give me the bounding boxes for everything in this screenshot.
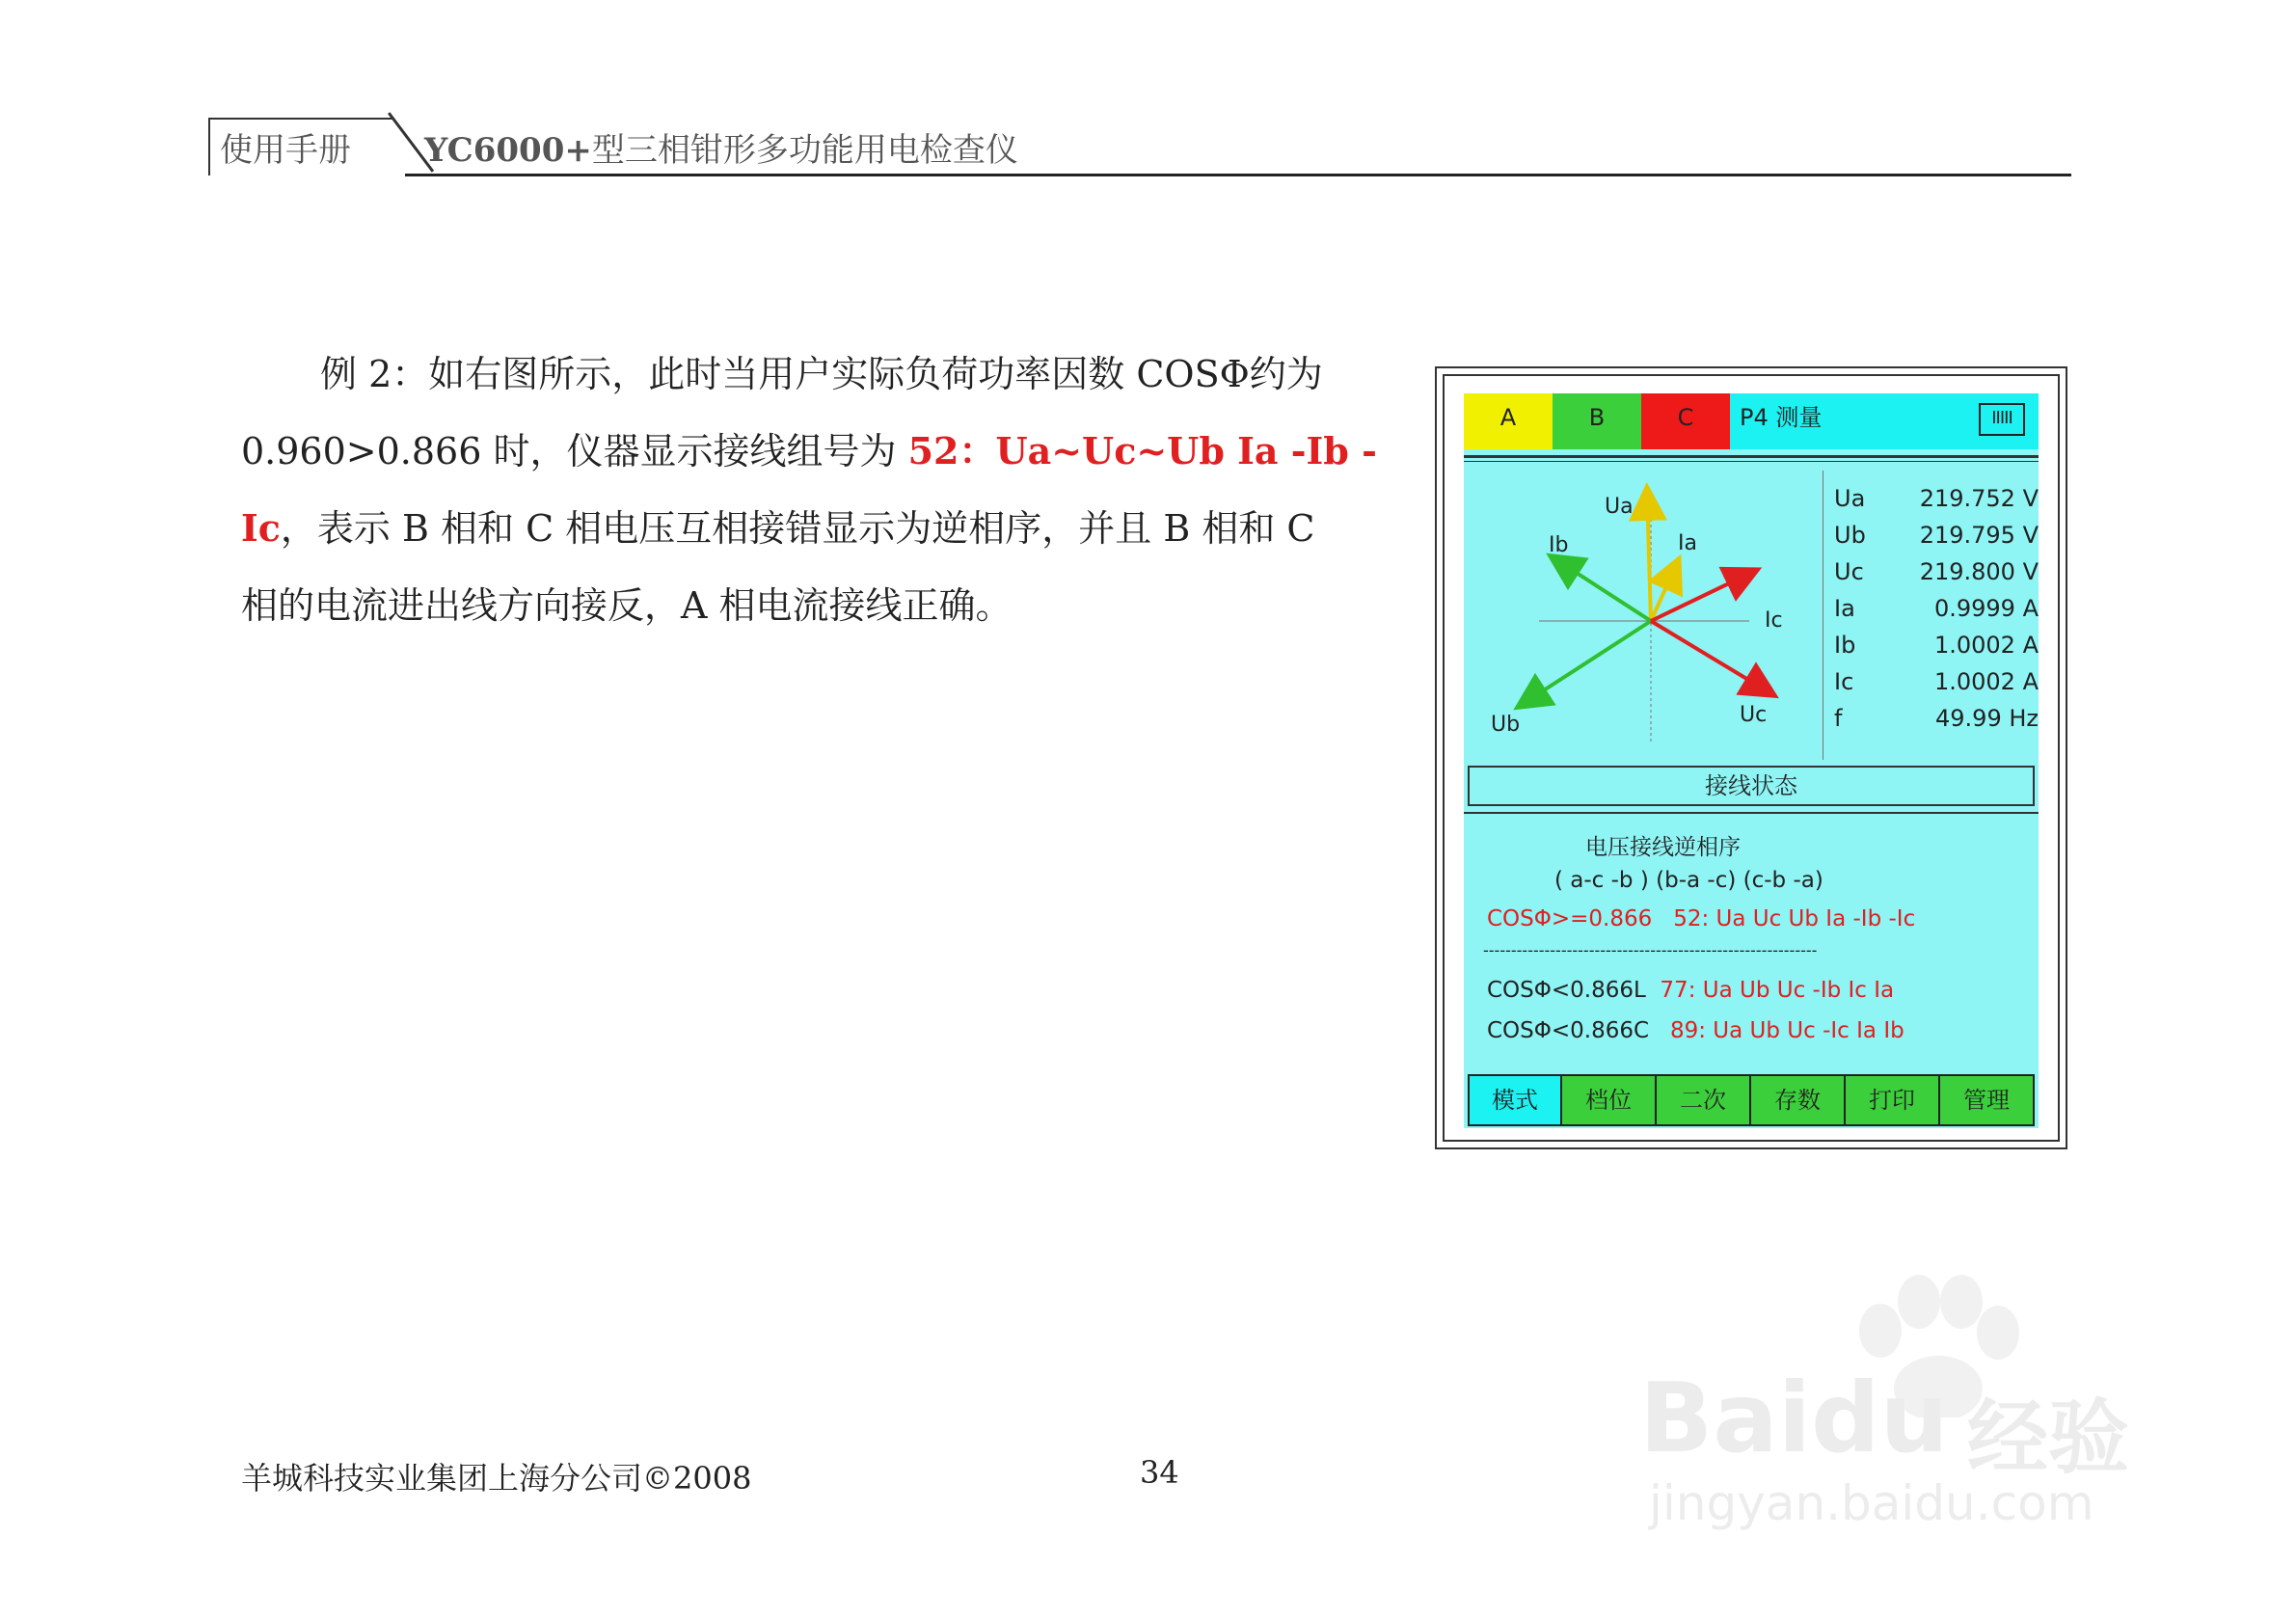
status-row-1-left: COSΦ>=0.866: [1487, 906, 1653, 931]
para-line-2: [241, 413, 1418, 490]
header-title: [424, 123, 1018, 171]
measurement-value: 1.0002 A: [1933, 632, 2039, 659]
footer-company: 羊城科技实业集团上海分公司©2008: [241, 1460, 752, 1497]
measurement-row: [1834, 590, 2039, 627]
status-heading: 电压接线逆相序: [1585, 835, 1741, 860]
phasor-diagram: [1464, 463, 1823, 766]
status-row-2-left: COSΦ<0.866L: [1487, 978, 1646, 1003]
wiring-state-bar: 接线状态: [1468, 766, 2035, 806]
measurement-label: Ic: [1834, 668, 1854, 695]
measurement-label: Uc: [1834, 558, 1864, 585]
watermark-brand: Baidu: [1639, 1362, 1949, 1474]
measurement-value: 1.0002 A: [1933, 668, 2039, 695]
fkey-range[interactable]: 档位: [1562, 1074, 1657, 1126]
measurement-row: [1834, 663, 2039, 700]
fkey-mode[interactable]: 模式: [1468, 1074, 1562, 1126]
watermark-brand-cn: 经验: [1967, 1390, 2130, 1485]
measurement-label: Ib: [1834, 632, 1856, 659]
top-divider: [1464, 455, 2039, 458]
label-uc: Uc: [1740, 703, 1768, 727]
measurement-row: [1834, 553, 2039, 590]
status-divider: ------------------------------------------------------------: [1483, 941, 1818, 959]
header-title-model: YC6000+: [424, 131, 592, 170]
fkey-manage[interactable]: 管理: [1940, 1074, 2035, 1126]
label-ic: Ic: [1765, 608, 1783, 633]
status-row-3-right: 89: Ua Ub Uc -Ic Ia Ib: [1669, 1018, 1904, 1043]
header-rule: [405, 174, 2071, 176]
status-row-3: [1487, 1018, 1904, 1043]
tab-phase-b[interactable]: B: [1553, 393, 1641, 449]
label-ub: Ub: [1491, 713, 1521, 737]
measurement-label: f: [1834, 705, 1843, 732]
phasor-ib: [1553, 557, 1651, 621]
measurement-list: [1834, 480, 2039, 737]
measurement-value: 49.99 Hz: [1935, 705, 2039, 732]
wiring-code-highlight-end: Ic: [241, 506, 281, 550]
status-row-2-right: 77: Ua Ub Uc -Ib Ic Ia: [1660, 978, 1895, 1003]
label-ua: Ua: [1605, 495, 1634, 519]
measurement-value: 219.795 V: [1919, 522, 2039, 549]
screen-title-text: P4 测量: [1740, 404, 1823, 431]
label-ib: Ib: [1549, 533, 1569, 557]
status-row-3-left: COSΦ<0.866C: [1487, 1018, 1650, 1043]
status-row-1-right: 52: Ua Uc Ub Ia -Ib -Ic: [1673, 906, 1916, 931]
status-row-2: [1487, 978, 1894, 1003]
tab-phase-a[interactable]: A: [1464, 393, 1553, 449]
para-line-4: 相的电流进出线方向接反，A 相电流接线正确。: [241, 584, 1013, 627]
example-paragraph: [241, 336, 1418, 644]
measurement-label: Ua: [1834, 485, 1866, 512]
measurement-value: 219.752 V: [1919, 485, 2039, 512]
para-line-3: [241, 490, 1418, 567]
tab-phase-c[interactable]: C: [1641, 393, 1730, 449]
wiring-code-highlight: 52：Ua~Uc~Ub Ia -Ib -: [907, 429, 1377, 472]
page-number: 34: [1140, 1454, 1179, 1491]
measurement-row: [1834, 517, 2039, 553]
measurement-label: Ia: [1834, 595, 1855, 622]
screen-title: [1730, 393, 2039, 449]
measurement-value: 219.800 V: [1919, 558, 2039, 585]
function-key-bar: [1468, 1074, 2035, 1126]
para-line-2-text: 0.960>0.866 时，仪器显示接线组号为: [241, 430, 908, 472]
para-line-3-text: ，表示 B 相和 C 相电压互相接错显示为逆相序，并且 B 相和 C: [280, 507, 1315, 550]
phasor-ub: [1520, 621, 1651, 706]
fkey-print[interactable]: 打印: [1846, 1074, 1940, 1126]
battery-icon: IIIII: [1979, 403, 2025, 436]
measurement-row: [1834, 627, 2039, 663]
status-sequence: ( a-c -b ) (b-a -c) (c-b -a): [1554, 868, 1823, 893]
phasor-ic: [1651, 571, 1755, 621]
baidu-watermark: [1639, 1273, 2179, 1543]
measurement-row: [1834, 700, 2039, 737]
status-row-1: [1487, 906, 1915, 931]
measurement-value: 0.9999 A: [1933, 595, 2039, 622]
fkey-secondary[interactable]: 二次: [1657, 1074, 1751, 1126]
phasor-uc: [1651, 621, 1772, 694]
measurement-row: [1834, 480, 2039, 517]
header-title-rest: 型三相钳形多功能用电检查仪: [591, 131, 1018, 170]
header-tab-label: 使用手册: [220, 131, 351, 170]
top-divider-thin: [1464, 461, 2039, 462]
instrument-screen: [1464, 393, 2039, 1128]
measurement-label: Ub: [1834, 522, 1866, 549]
watermark-url: jingyan.baidu.com: [1649, 1475, 2094, 1531]
para-line-1: 例 2：如右图所示，此时当用户实际负荷功率因数 COSΦ约为: [320, 353, 1323, 395]
state-divider: [1464, 812, 2039, 814]
fkey-save[interactable]: 存数: [1751, 1074, 1846, 1126]
label-ia: Ia: [1678, 531, 1697, 555]
